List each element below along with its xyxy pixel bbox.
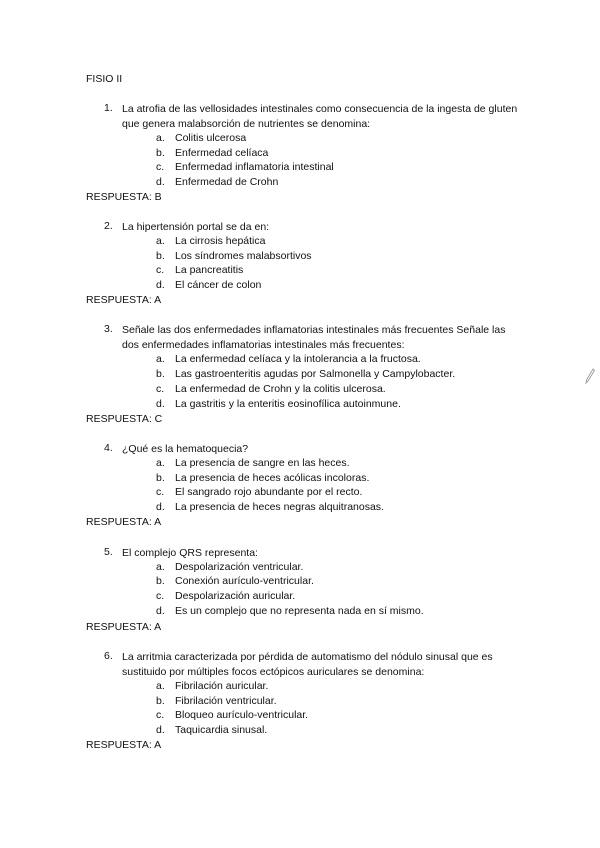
option-letter: c. [156,486,165,498]
option-text: La enfermedad celíaca y la intolerancia a la fructosa. [175,353,421,365]
option-text: Las gastroenteritis agudas por Salmonella y Campylobacter. [175,368,456,380]
option-letter: a. [156,132,165,144]
option-text: Bloqueo aurículo-ventricular. [175,709,309,721]
option-letter: d. [156,279,165,291]
option-text: Es un complejo que no representa nada en sí mismo. [175,605,424,617]
document-title: FISIO II [86,73,123,85]
question-number: 6. [104,650,113,662]
option-letter: d. [156,176,165,188]
question-text: Señale las dos enfermedades inflamatorias intestinales más frecuentes Señale las dos enfermedades inflamatorias intestinales más frecuentes: [122,324,506,351]
option-letter: b. [156,575,165,587]
question-number: 4. [104,442,113,454]
option-text: La cirrosis hepática [175,235,266,247]
option-text: Conexión aurículo-ventricular. [175,575,314,587]
question-text: El complejo QRS representa: [122,547,258,559]
answer-4: RESPUESTA: A [86,516,162,528]
option-text: Los síndromes malabsortivos [175,250,312,262]
option-letter: a. [156,235,165,247]
answer-6: RESPUESTA: A [86,739,162,751]
option-text: La gastritis y la enteritis eosinofílica autoinmune. [175,398,401,410]
question-text: La arritmia caracterizada por pérdida de automatismo del nódulo sinusal que es sustituido por múltiples focos ectópicos auriculares se denomina: [122,651,493,678]
question-text: La atrofia de las vellosidades intestinales como consecuencia de la ingesta de gluten que genera malabsorción de nutrientes se denomina: [122,103,518,130]
answer-2: RESPUESTA: A [86,294,162,306]
option-text: La presencia de heces negras alquitranosas. [175,501,384,513]
question-text: La hipertensión portal se da en: [122,221,270,233]
option-letter: d. [156,398,165,410]
option-text: La presencia de sangre en las heces. [175,457,350,469]
option-letter: a. [156,353,165,365]
option-letter: b. [156,250,165,262]
option-letter: c. [156,383,165,395]
option-text: Taquicardia sinusal. [175,724,268,736]
answer-3: RESPUESTA: C [86,413,163,425]
option-letter: b. [156,472,165,484]
option-letter: d. [156,724,165,736]
question-number: 2. [104,220,113,232]
option-letter: d. [156,605,165,617]
option-text: El cáncer de colon [175,279,262,291]
option-text: Fibrilación auricular. [175,680,269,692]
question-number: 5. [104,546,113,558]
option-letter: b. [156,695,165,707]
option-letter: c. [156,161,165,173]
question-number: 3. [104,323,113,335]
option-text: Enfermedad celíaca [175,147,269,159]
option-letter: b. [156,368,165,380]
option-letter: b. [156,147,165,159]
option-text: Colitis ulcerosa [175,132,247,144]
option-letter: d. [156,501,165,513]
option-text: El sangrado rojo abundante por el recto. [175,486,363,498]
option-text: La enfermedad de Crohn y la colitis ulcerosa. [175,383,386,395]
option-letter: c. [156,264,165,276]
answer-1: RESPUESTA: B [86,191,162,203]
answer-5: RESPUESTA: A [86,621,162,633]
option-text: Despolarización ventricular. [175,561,304,573]
option-letter: c. [156,590,165,602]
option-text: Enfermedad inflamatoria intestinal [175,161,334,173]
option-letter: a. [156,680,165,692]
option-text: Enfermedad de Crohn [175,176,279,188]
pencil-icon [585,368,595,384]
option-letter: a. [156,457,165,469]
option-letter: c. [156,709,165,721]
option-letter: a. [156,561,165,573]
question-text: ¿Qué es la hematoquecia? [122,443,249,455]
question-number: 1. [104,102,113,114]
option-text: La presencia de heces acólicas incoloras. [175,472,370,484]
option-text: Despolarización auricular. [175,590,296,602]
option-text: Fibrilación ventricular. [175,695,277,707]
option-text: La pancreatitis [175,264,244,276]
